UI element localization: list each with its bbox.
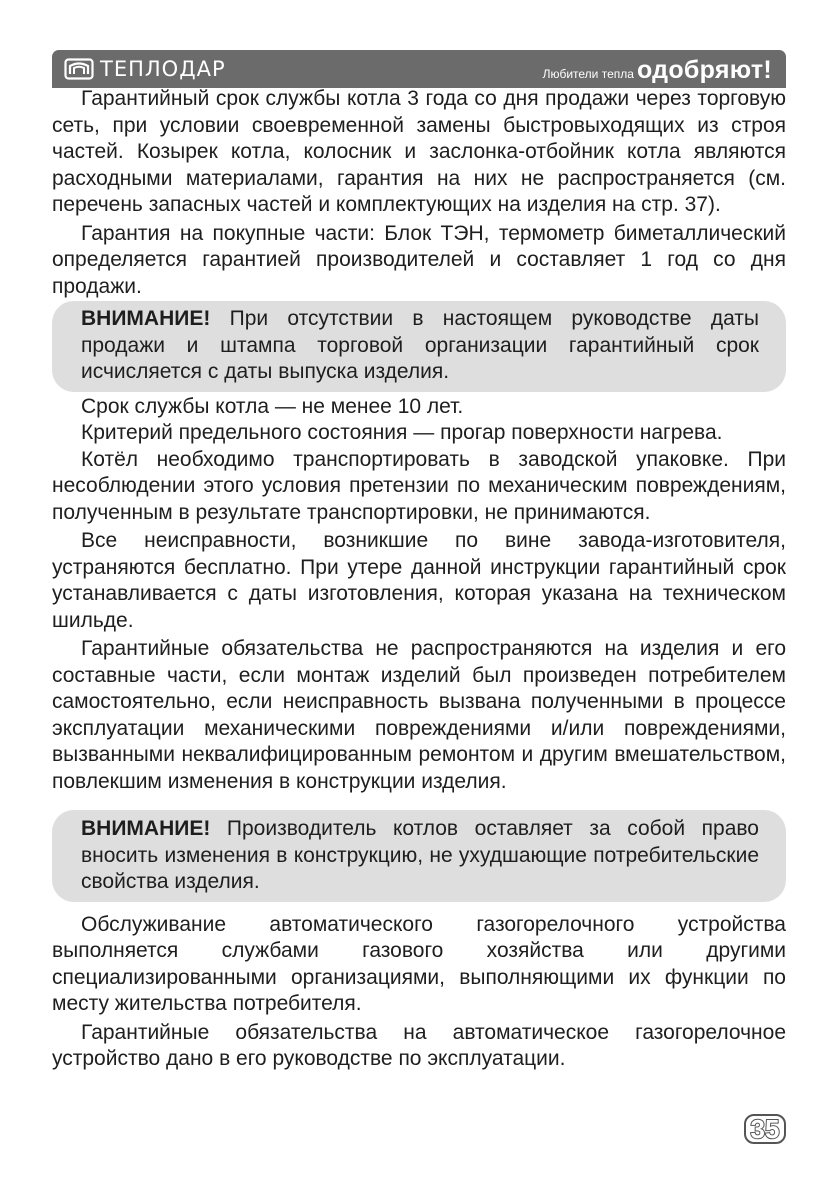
slogan-small: Любители тепла [542, 67, 634, 81]
attention-label-2: ВНИМАНИЕ! [81, 817, 211, 840]
brand-logo [64, 57, 226, 81]
attention-label-1: ВНИМАНИЕ! [81, 307, 211, 330]
page-header [52, 50, 786, 88]
paragraph-warranty-term: Гарантийный срок службы котла 3 года со дня продажи через торговую сеть, при условии своевременной замены быстровыходящих из строя частей. Козырек котла, колосник и заслонка-отбойник котла являются расходными материалами, гарантия на них не распространяется (см. перечень запасных частей и комплектующих на изделия на стр. 37). [52, 87, 786, 216]
paragraph-limit-state: Критерий предельного состояния — прогар поверхности нагрева. [81, 421, 723, 444]
attention-body-1: При отсутствии в настоящем руководстве даты продажи и штампа торговой организации гарантийный срок исчисляется с даты выпуска изделия. [81, 307, 759, 383]
paragraph-purchased-parts: Гарантия на покупные части: Блок ТЭН, термометр биметаллический определяется гарантией производителей и составляет 1 год со дня продажи. [52, 221, 786, 298]
slogan-big: одобряют! [636, 56, 772, 84]
attention-text-1 [81, 306, 759, 386]
page-number [744, 1114, 786, 1144]
paragraph-service-life: Срок службы котла — не менее 10 лет. [81, 394, 464, 418]
attention-box-1 [52, 301, 786, 392]
paragraph-exclusions: Гарантийные обязательства не распространяются на изделия и его составные части, если монтаж изделий был произведен потребителем самостоятельно, если неисправность вызвана полученными в процессе эксплуатации механическими повреждениями и/или повреждениями, вызванными неквалифицированным ремонтом и другим вмешательством, повлекшим изменения в конструкции изделия. [52, 637, 786, 793]
attention-text-2 [81, 816, 759, 896]
attention-body-2: Производитель котлов оставляет за собой право вносить изменения в конструкцию, не ухудшающие потребительские свойства изделия. [81, 817, 759, 893]
slogan [543, 56, 772, 85]
brand-name: ТЕПЛОДАР [100, 57, 226, 81]
page-number-text: 35 [750, 1113, 780, 1144]
page-content [52, 86, 786, 1073]
paragraph-gas-warranty: Гарантийные обязательства на автоматическое газогорелочное устройство дано в его руководстве по эксплуатации. [52, 1020, 786, 1070]
paragraph-transport: Котёл необходимо транспортировать в заводской упаковке. При несоблюдении этого условия претензии по механическим повреждениям, полученным в результате транспортировки, не принимаются. [52, 447, 786, 524]
attention-box-2 [52, 810, 786, 902]
brand-logo-icon [64, 58, 94, 80]
paragraph-gas-service: Обслуживание автоматического газогорелочного устройства выполняется службами газового хозяйства или другими специализированными организациями, выполняющими их функции по месту жительства потребителя. [52, 912, 786, 1015]
paragraph-defects: Все неисправности, возникшие по вине завода-изготовителя, устраняются бесплатно. При утере данной инструкции гарантийный срок устанавливается с даты изготовления, которая указана на техническом шильде. [52, 529, 786, 632]
